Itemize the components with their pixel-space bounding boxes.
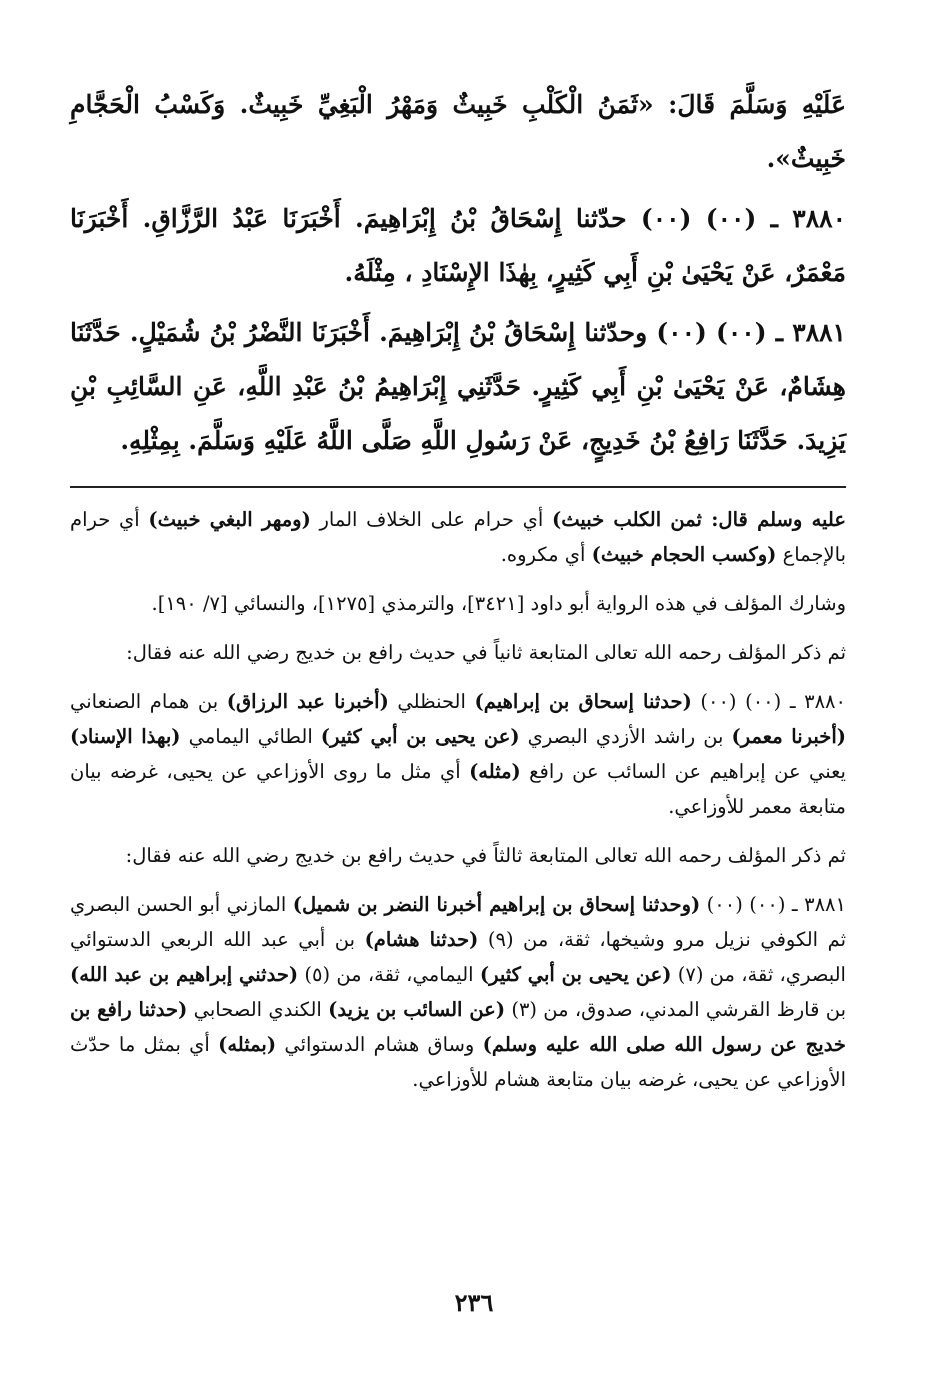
commentary-quote: (عن يحيى بن أبي كثير) [479,963,672,986]
commentary-quote: (بهذا الإسناد) [70,725,181,748]
commentary-paragraph-3: ثم ذكر المؤلف رحمه الله تعالى المتابعة ثانياً في حديث رافع بن خديج رضي الله عنه فقال: [126,641,846,664]
commentary-quote: (حدثنا إسحاق بن إبراهيم) [474,690,692,713]
commentary-text: أي بمثل ما حدّث الأوزاعي عن يحيى، غرضه بيان متابعة هشام للأوزاعي. [70,1033,846,1091]
commentary-text: أي مثل ما روى الأوزاعي عن يحيى، غرضه بيان متابعة معمر للأوزاعي. [70,760,846,818]
commentary-quote: (عن يحيى بن أبي كثير) [320,725,520,748]
commentary-paragraph-6 [70,887,846,1097]
commentary-quote: (مثله) [469,760,521,783]
commentary-quote: (حدثني إبراهيم بن عبد الله) [70,963,299,986]
commentary-text: المازني أبو الحسن البصري ثم الكوفي نزيل مرو وشيخها، ثقة، من (٩) [70,893,846,951]
hadith-number: ٣٨٨٠ ـ (٠٠) (٠٠) [691,690,847,713]
commentary-quote: (وكسب الحجام خبيث) [591,543,777,566]
commentary-quote: (أخبرنا معمر) [731,725,846,748]
commentary-text: أي حرام بالإجماع [70,508,846,566]
hadith-3881: ٣٨٨١ ـ (٠٠) (٠٠) وحدّثنا إِسْحَاقُ بْنُ إِبْرَاهِيمَ. أَخْبَرَنَا النَّضْرُ بْنُ شُمَيْلٍ. حَدَّثَنَا هِشَامٌ، عَنْ يَحْيَىٰ بْنِ أَبِي كَثِيرٍ. حَدَّثَنِي إِبْرَاهِيمُ بْنُ عَبْدِ اللَّهِ، عَنِ السَّائِبِ بْنِ يَزِيدَ. حَدَّثَنَا رَافِعُ بْنُ خَدِيجٍ، عَنْ رَسُولِ اللَّهِ صَلَّى اللَّهُ عَلَيْهِ وَسَلَّمَ. بِمِثْلِهِ. [70,318,846,455]
commentary-quote: (ومهر البغي خبيث) [148,508,311,531]
commentary-text: يعني عن إبراهيم عن السائب عن رافع [520,760,846,783]
commentary-text: الكندي الصحابي [187,998,329,1021]
hadith-paragraph-1: عَلَيْهِ وَسَلَّمَ قَالَ: «ثَمَنُ الْكَلْبِ خَبِيثٌ وَمَهْرُ الْبَغِيِّ خَبِيثٌ. وَكَسْبُ الْحَجَّامِ خَبِيثٌ». [70,90,846,173]
commentary-quote: (وحدثنا إسحاق بن إبراهيم أخبرنا النضر بن شميل) [292,893,701,916]
commentary-text: بن راشد الأزدي البصري [519,725,732,748]
section-divider [70,486,846,488]
commentary-text: وساق هشام الدستوائي [276,1033,483,1056]
commentary-quote: (عن السائب بن يزيد) [328,998,506,1021]
commentary-quote: عليه وسلم قال: ثمن الكلب خبيث) [551,508,847,531]
commentary-paragraph-1 [70,502,846,572]
commentary-quote: (حدثنا رافع بن خديج عن رسول الله صلى الله عليه وسلم) [70,998,846,1056]
hadith-number: ٣٨٨١ ـ (٠٠) (٠٠) [700,893,846,916]
hadith-3880: ٣٨٨٠ ـ (٠٠) (٠٠) حدّثنا إِسْحَاقُ بْنُ إِبْرَاهِيمَ. أَخْبَرَنَا عَبْدُ الرَّزَّاقِ. أَخْبَرَنَا مَعْمَرٌ، عَنْ يَحْيَىٰ بْنِ أَبِي كَثِيرٍ، بِهٰذَا الإِسْنَادِ ، مِثْلَهُ. [70,204,846,287]
commentary-quote: (أخبرنا عبد الرزاق) [226,690,389,713]
hadith-text [70,78,846,468]
commentary-text: بن أبي عبد الله الربعي الدستوائي البصري، ثقة، من (٧) [70,928,846,986]
commentary-quote: (بمثله) [218,1033,277,1056]
commentary-text: بن قارظ القرشي المدني، صدوق، من (٣) [505,998,846,1021]
page-body [70,78,846,1111]
commentary-text: أي مكروه. [500,543,592,566]
commentary-paragraph-4 [70,684,846,824]
commentary [70,502,846,1097]
commentary-quote: (حدثنا هشام) [364,928,479,951]
commentary-text: أي حرام على الخلاف المار [310,508,552,531]
commentary-paragraph-2: وشارك المؤلف في هذه الرواية أبو داود [٣٤٢١]، والترمذي [١٢٧٥]، والنسائي [٧/ ١٩٠]. [151,592,846,615]
commentary-text: الطائي اليمامي [180,725,321,748]
commentary-text: الحنظلي [388,690,475,713]
commentary-text: بن همام الصنعاني [70,690,227,713]
page-number: ٢٣٦ [454,1288,494,1317]
commentary-text: اليمامي، ثقة، من (٥) [298,963,480,986]
commentary-paragraph-5: ثم ذكر المؤلف رحمه الله تعالى المتابعة ثالثاً في حديث رافع بن خديج رضي الله عنه فقال: [125,844,846,867]
